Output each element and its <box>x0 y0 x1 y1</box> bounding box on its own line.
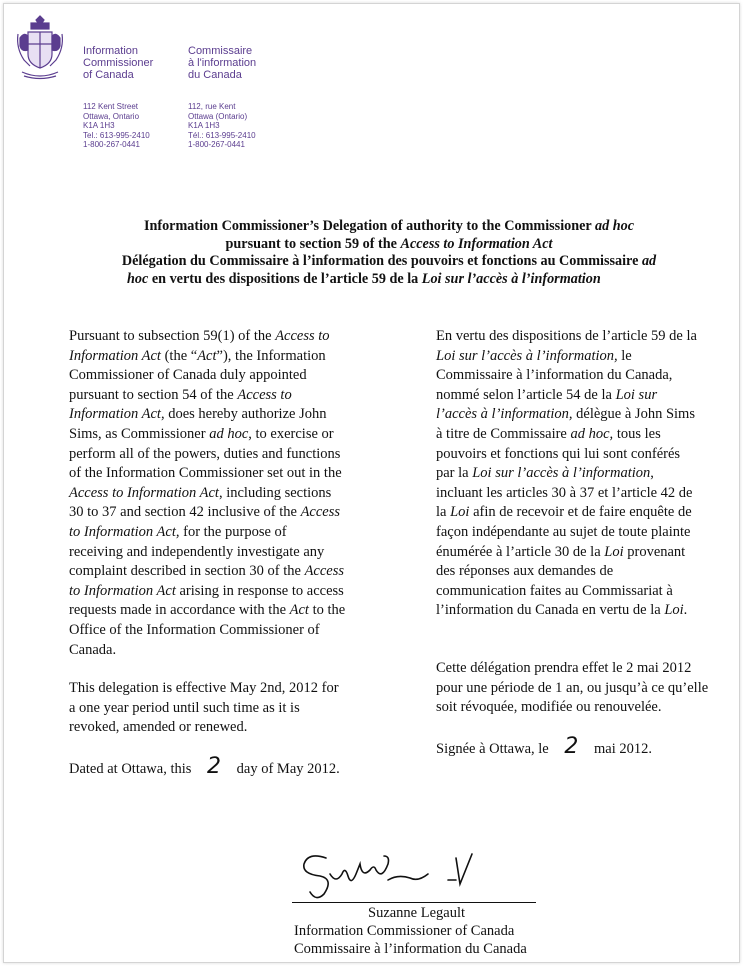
signatory-block <box>294 904 527 958</box>
text-line: perform all of the powers, duties and functions <box>69 445 341 462</box>
text-line: par la Loi sur l’accès à l’information, <box>436 465 654 482</box>
text-line: Information Act (the “Act”), the Information <box>69 347 326 364</box>
text-line: pouvoirs et fonctions qui lui sont conférés <box>436 445 681 462</box>
text-line: 30 to 37 and section 42 inclusive of the Access <box>69 504 341 521</box>
title-line-2: pursuant to section 59 of the Access to Information Act <box>225 235 553 252</box>
english-body <box>69 327 345 779</box>
document-title <box>104 218 674 288</box>
text-line: Canada. <box>69 641 117 658</box>
text-line: nommé selon l’article 54 de la Loi sur <box>436 386 658 403</box>
french-paragraph-authorization <box>436 327 708 621</box>
text-line: l’accès à l’information, délègue à John Sims <box>436 406 695 423</box>
text-line: requests made in accordance with the Act to the <box>69 602 346 619</box>
text-line: pursuant to section 54 of the Access to <box>69 386 292 403</box>
text-line: receiving and independently investigate any <box>69 543 325 560</box>
text-line: communication faites au Commissariat à <box>436 582 673 599</box>
signature-image <box>296 844 496 904</box>
text-line: Information Act, does hereby authorize John <box>69 406 327 423</box>
org-name-en: Information Commissioner of Canada <box>83 45 154 81</box>
text-line: En vertu des dispositions de l’article 59 de la <box>436 328 697 344</box>
text-line: énumérée à l’article 30 de la Loi provenant <box>436 543 686 560</box>
english-dated-line: Dated at Ottawa, this 2 day of May 2012. <box>69 753 340 779</box>
french-paragraph-effective: Cette délégation prendra effet le 2 mai 2012 pour une période de 1 an, ou jusqu’à ce qu’elle soit révoquée, modifiée ou renouvelée. <box>436 659 709 716</box>
text-line: Loi sur l’accès à l’information, le <box>436 347 632 364</box>
text-line: Office of the Information Commissioner of <box>69 621 320 638</box>
signatory-title-en: Information Commissioner of Canada <box>294 923 515 939</box>
text-line: incluant les articles 30 à 37 et l’article 42 de <box>436 484 693 501</box>
text-line: Commissaire à l’information du Canada, <box>436 367 673 384</box>
handwritten-day: 2 <box>207 753 222 779</box>
text-line: complaint described in section 30 of the Access <box>69 563 345 580</box>
french-body <box>436 327 708 759</box>
coat-of-arms-icon <box>14 14 66 80</box>
title-line-1: Information Commissioner’s Delegation of authority to the Commissioner ad hoc <box>143 218 635 234</box>
text-line: l’information du Canada en vertu de la Loi. <box>436 602 688 619</box>
title-line-4: hoc en vertu des dispositions de l’article 59 de la Loi sur l’accès à l’information <box>127 270 601 287</box>
text-line: of the Information Commissioner set out in the <box>69 465 342 482</box>
text-line: à titre de Commissaire ad hoc, tous les <box>436 425 661 442</box>
signatory-title-fr: Commissaire à l’information du Canada <box>294 941 527 957</box>
text-line: Sims, as Commissioner ad hoc, to exercise or <box>69 425 334 442</box>
english-paragraph-effective: This delegation is effective May 2nd, 2012 for a one year period until such time as it is revoked, amended or renewed. <box>69 680 339 736</box>
text-line: la Loi afin de recevoir et de faire enquête de <box>436 504 692 521</box>
text-line: Pursuant to subsection 59(1) of the Access to <box>69 328 330 344</box>
text-line: Commissioner of Canada duly appointed <box>69 367 307 384</box>
address-fr: 112, rue Kent Ottawa (Ontario) K1A 1H3 Tél.: 613-995-2410 1-800-267-0441 <box>188 102 256 149</box>
signatory-name: Suzanne Legault <box>368 905 466 921</box>
english-paragraph-authorization <box>69 327 345 660</box>
address-en: 112 Kent Street Ottawa, Ontario K1A 1H3 Tel.: 613-995-2410 1-800-267-0441 <box>83 102 150 149</box>
org-name-fr: Commissaire à l'information du Canada <box>188 45 257 81</box>
text-line: façon indépendante au sujet de toute plainte <box>436 523 691 540</box>
french-signed-line: Signée à Ottawa, le 2 mai 2012. <box>436 733 652 759</box>
text-line: des réponses aux demandes de <box>436 563 614 580</box>
document-page <box>3 3 740 963</box>
text-line: Access to Information Act, including sections <box>69 484 332 501</box>
handwritten-day: 2 <box>564 733 579 759</box>
text-line: to Information Act, for the purpose of <box>69 523 287 540</box>
title-line-3: Délégation du Commissaire à l’information des pouvoirs et fonctions au Commissaire ad <box>121 253 657 269</box>
signature-line <box>292 902 536 903</box>
text-line: to Information Act arising in response to access <box>69 582 344 599</box>
